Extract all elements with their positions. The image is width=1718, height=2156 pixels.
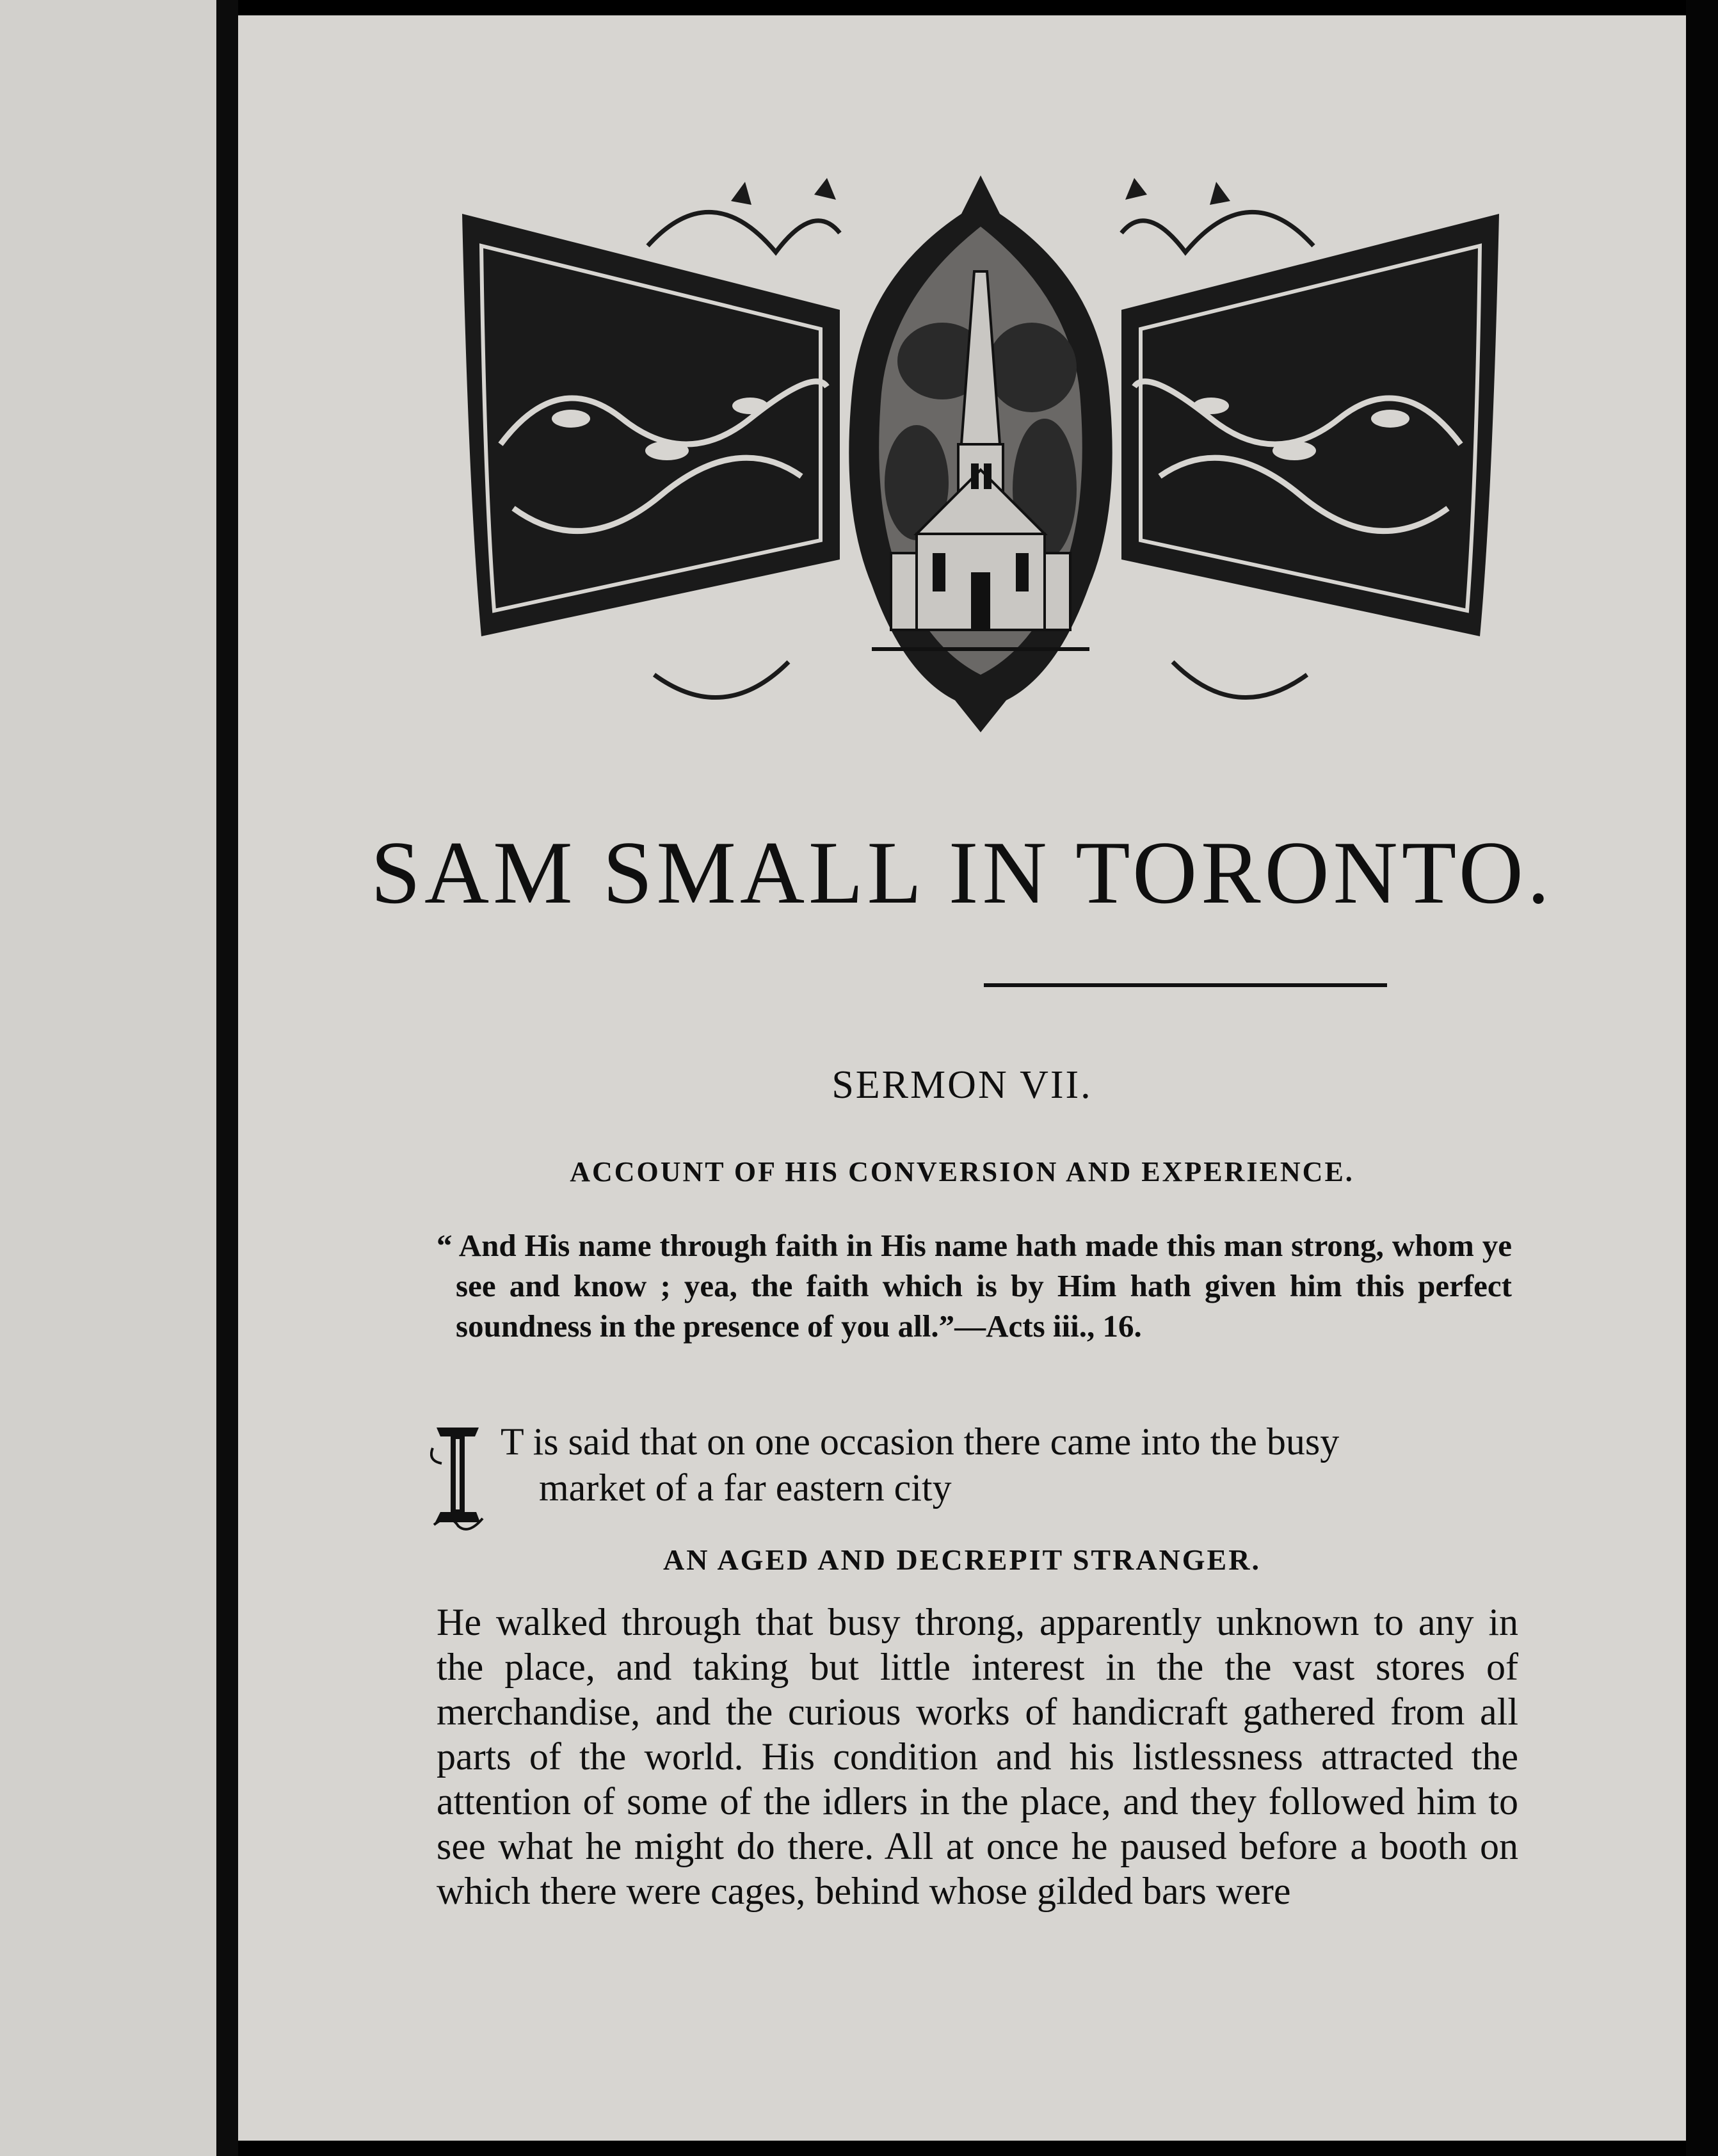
page-edge-shadow xyxy=(1686,0,1718,2156)
title-divider xyxy=(984,983,1387,987)
book-page xyxy=(238,15,1686,2141)
sermon-heading: SERMON VII. xyxy=(831,1063,1093,1107)
opening-line-1: T is said that on one occasion there came into the busy xyxy=(501,1420,1340,1463)
section-subhead: AN AGED AND DECREPIT STRANGER. xyxy=(663,1543,1261,1576)
body-paragraph: He walked through that busy throng, apparently unknown to any in the place, and taking but little interest in the the vast stores of merchandise, and the curious works of handicraft gathered from all parts of the world. His condition and his listlessness attracted the attention of some of the idlers in the place, and they followed him to see what he might do there. All at once he paused before a booth on which there were cages, behind whose gilded bars were xyxy=(437,1601,1518,1912)
left-blank-page xyxy=(0,0,224,2156)
church-ornament-icon xyxy=(456,175,1505,732)
book-spine xyxy=(216,0,238,2156)
scripture-epigraph: “ And His name through faith in His name hath made this man strong, whom ye see and know ; yea, the faith which is by Him hath given him this perfect soundness in the presence of you all.”—Acts iii., 16. xyxy=(437,1228,1512,1344)
opening-line-2: market of a far eastern city xyxy=(539,1467,952,1509)
opening-paragraph xyxy=(501,1419,1512,1511)
page-title: SAM SMALL IN TORONTO. xyxy=(371,823,1553,922)
drop-cap-i-icon xyxy=(430,1422,485,1531)
sermon-subtitle: ACCOUNT OF HIS CONVERSION AND EXPERIENCE. xyxy=(570,1156,1354,1187)
